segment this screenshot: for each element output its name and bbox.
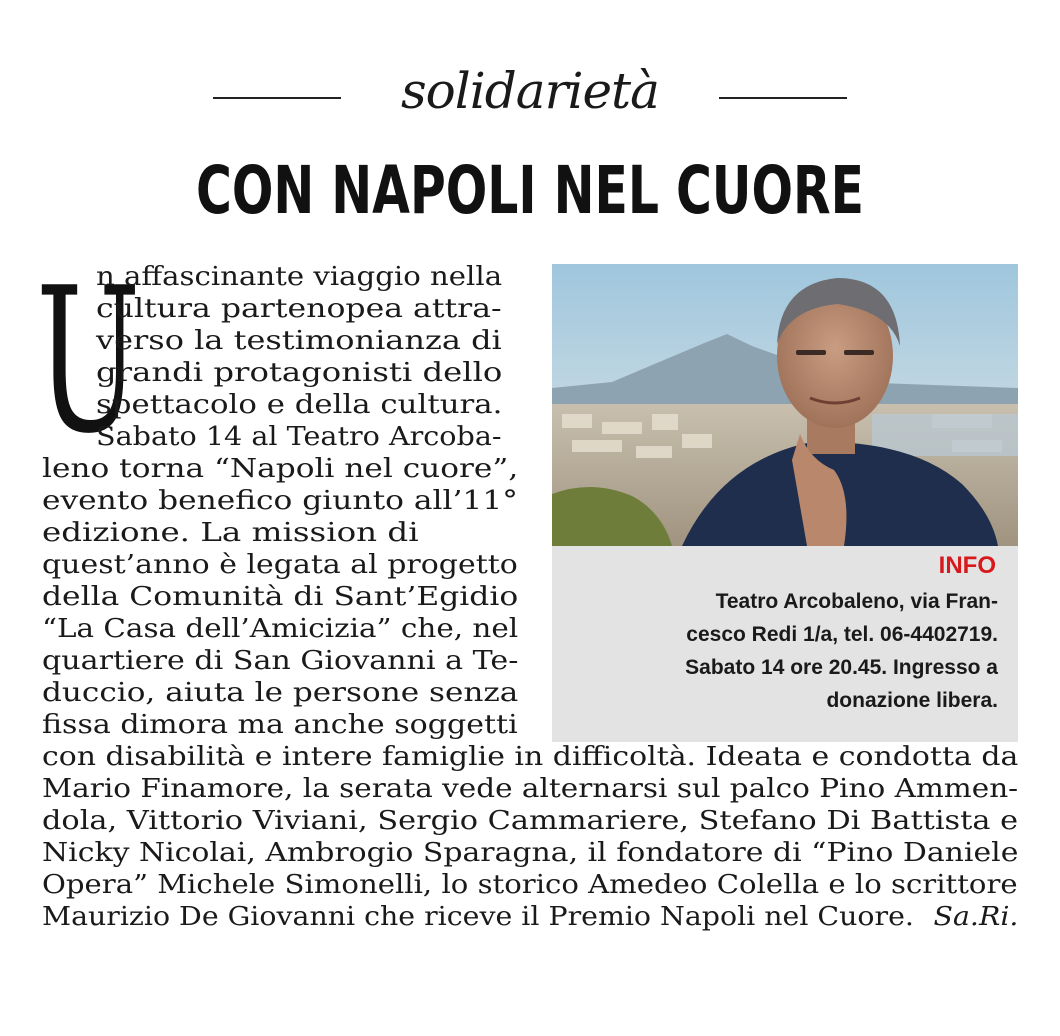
article-line: n affascinante viaggio nella: [96, 262, 503, 292]
article-line: dola, Vittorio Viviani, Sergio Cammariere, Stefano Di Battista e: [42, 806, 1019, 836]
article-line: fissa dimora ma anche soggetti: [42, 710, 518, 740]
article-line: edizione. La mission di: [42, 518, 419, 548]
article-line: quest’anno è legata al progetto: [42, 550, 518, 580]
info-line-venue: [716, 590, 998, 614]
article-line: “La Casa dell’Amicizia” che, nel: [42, 614, 519, 644]
info-address-start: , via Fran-: [898, 590, 998, 613]
article-line: Opera” Michele Simonelli, lo storico Amedeo Colella e lo scrittore: [42, 870, 1018, 900]
last-line-text: Maurizio De Giovanni che riceve il Premio Napoli nel Cuore.: [42, 902, 914, 932]
info-line-date: Sabato 14 ore 20.45. Ingresso a: [685, 656, 998, 679]
article-line: verso la testimonianza di: [96, 326, 502, 356]
article-line: leno torna “Napoli nel cuore”,: [42, 454, 519, 484]
drop-cap: U: [36, 245, 141, 478]
article-line: della Comunità di Sant’Egidio: [42, 582, 519, 612]
section-label: solidarietà: [401, 62, 659, 120]
article-line: grandi protagonisti dello: [96, 358, 503, 388]
author-signature: Sa.Ri.: [933, 902, 1019, 932]
divider-right: [719, 97, 847, 99]
article-line: duccio, aiuta le persone senza: [42, 678, 519, 708]
info-title: INFO: [938, 552, 996, 579]
divider-left: [213, 97, 341, 99]
info-line-address: cesco Redi 1/a, tel. 06-4402719.: [686, 623, 998, 646]
article-line: [42, 901, 1018, 933]
article-line: quartiere di San Giovanni a Te-: [42, 646, 519, 676]
article-line: con disabilità e intere famiglie in difficoltà. Ideata e condotta da: [42, 742, 1019, 772]
article-line: evento benefico giunto all’11°: [42, 486, 518, 516]
info-venue: Teatro Arcobaleno: [715, 590, 899, 613]
headline: CON NAPOLI NEL CUORE: [196, 152, 864, 229]
portrait-photo: [552, 264, 1018, 546]
info-box: [552, 546, 1018, 742]
article-line: Sabato 14 al Teatro Arcoba-: [96, 422, 502, 452]
info-line-entry: donazione libera.: [826, 689, 998, 712]
article-line: Nicky Nicolai, Ambrogio Sparagna, il fondatore di “Pino Daniele: [42, 838, 1019, 868]
article-line: cultura partenopea attra-: [96, 294, 502, 324]
article-line: spettacolo e della cultura.: [96, 390, 503, 420]
article-line: Mario Finamore, la serata vede alternarsi sul palco Pino Ammen-: [42, 774, 1019, 804]
